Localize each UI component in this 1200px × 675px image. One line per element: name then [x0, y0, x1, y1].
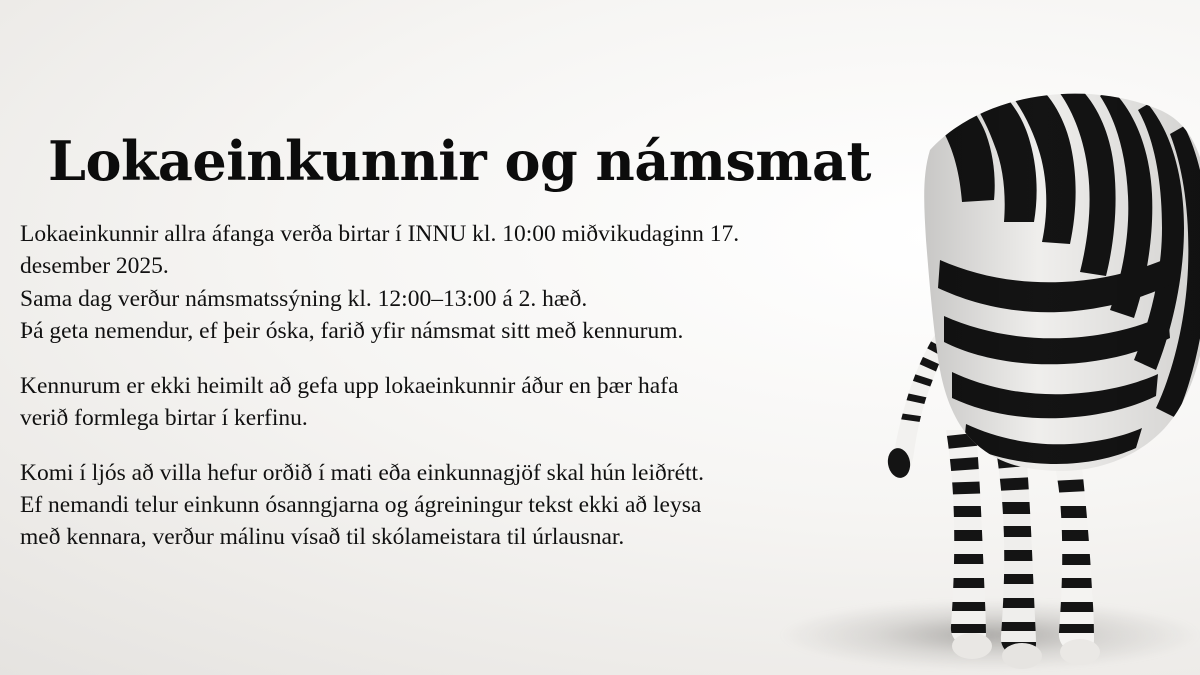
paragraph-3-line-3: með kennara, verður málinu vísað til skólameistara til úrlausnar. — [20, 524, 625, 551]
paragraph-3 — [20, 457, 810, 554]
paragraph-1-line-3: Sama dag verður námsmatssýning kl. 12:00–13:00 á 2. hæð. — [20, 285, 588, 312]
paragraph-3-line-2: Ef nemandi telur einkunn ósanngjarna og ágreiningur tekst ekki að leysa — [20, 491, 702, 518]
slide-body — [20, 218, 810, 554]
paragraph-2 — [20, 370, 810, 435]
paragraph-1-line-2: desember 2025. — [20, 253, 169, 280]
page-title: Lokaeinkunnir og námsmat — [48, 129, 871, 194]
paragraph-1 — [20, 218, 810, 348]
paragraph-3-line-1: Komi í ljós að villa hefur orðið í mati eða einkunnagjöf skal hún leiðrétt. — [20, 459, 704, 486]
paragraph-2-line-1: Kennurum er ekki heimilt að gefa upp lokaeinkunnir áður en þær hafa — [20, 372, 679, 399]
paragraph-2-line-2: verið formlega birtar í kerfinu. — [20, 405, 308, 432]
zebra-photo — [780, 30, 1200, 670]
paragraph-1-line-4: Þá geta nemendur, ef þeir óska, farið yfir námsmat sitt með kennurum. — [20, 318, 684, 345]
paragraph-1-line-1: Lokaeinkunnir allra áfanga verða birtar í INNU kl. 10:00 miðvikudaginn 17. — [20, 221, 740, 247]
